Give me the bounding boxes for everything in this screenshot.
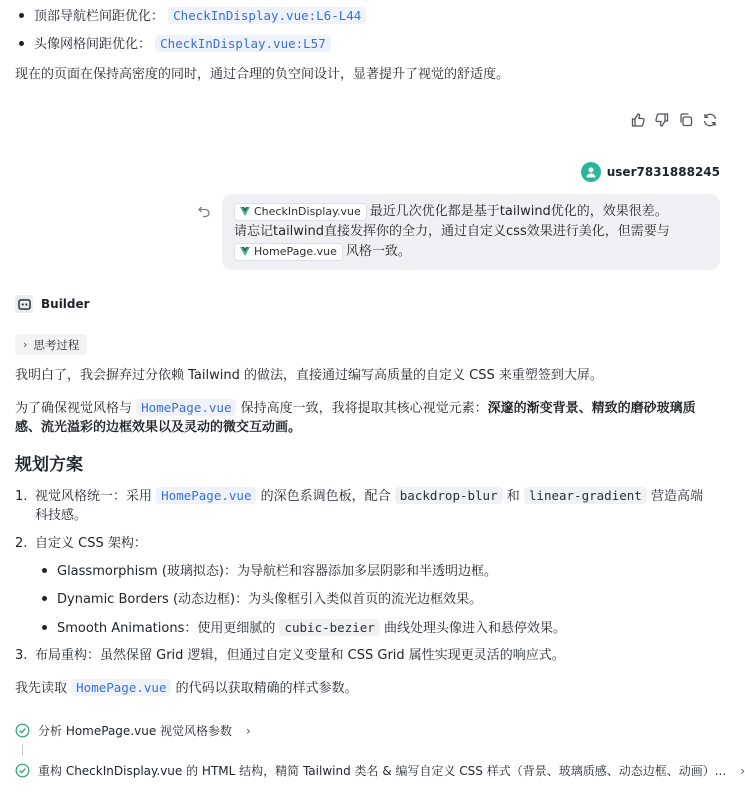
message-line: 请忘记tailwind直接发挥你的全力，通过自定义css效果进行美化，但需要与: [234, 224, 670, 239]
vue-logo-icon: [240, 247, 250, 256]
message-line: HomePage.vue 风格一致。: [234, 242, 708, 262]
bullet-icon: [42, 568, 47, 573]
paragraph: 为了确保视觉风格与 HomePage.vue 保持高度一致，我将提取其核心视觉元素：深邃的渐变背景、精致的磨砂玻璃质: [15, 400, 696, 416]
chevron-right-icon: ›: [246, 723, 251, 738]
inline-code: linear-gradient: [524, 487, 647, 504]
file-chip[interactable]: HomePage.vue: [234, 243, 343, 261]
task-item[interactable]: 分析 HomePage.vue 视觉风格参数 ›: [15, 722, 251, 739]
thumbs-up-icon[interactable]: [630, 112, 646, 128]
inline-code: backdrop-blur: [395, 487, 503, 504]
assistant-name: Builder: [41, 297, 90, 311]
username: user7831888245: [606, 165, 720, 179]
inline-code: cubic-bezier: [279, 619, 379, 636]
builder-icon: [15, 295, 33, 313]
assistant-header: [15, 295, 90, 313]
summary-text: 现在的页面在保持高密度的同时，通过合理的负空间设计，显著提升了视觉的舒适度。: [15, 67, 510, 82]
user-message-bubble: [222, 194, 720, 270]
file-chip[interactable]: CheckInDisplay.vue: [234, 203, 367, 221]
code-reference-link[interactable]: HomePage.vue: [136, 399, 236, 416]
section-heading: 规划方案: [15, 455, 83, 475]
user-header: [581, 162, 720, 182]
chevron-right-icon: ›: [23, 338, 28, 351]
undo-icon[interactable]: [197, 204, 211, 218]
message-line: CheckInDisplay.vue 最近几次优化都是基于tailwind优化的，效果很差。: [234, 202, 708, 222]
avatar: [581, 162, 601, 182]
code-reference-link[interactable]: CheckInDisplay.vue:L57: [155, 35, 331, 52]
check-circle-icon: [15, 763, 30, 778]
thinking-process-toggle[interactable]: › 思考过程: [15, 334, 87, 355]
paragraph-continuation: 感、流光溢彩的边框效果以及灵动的微交互动画。: [15, 420, 302, 435]
check-circle-icon: [15, 723, 30, 738]
plan-subitem: Smooth Animations：使用更细腻的 cubic-bezier 曲线处理头像进入和悬停效果。: [38, 618, 716, 639]
code-reference-link[interactable]: HomePage.vue: [71, 679, 171, 696]
thumbs-down-icon[interactable]: [654, 112, 670, 128]
refresh-icon[interactable]: [702, 112, 718, 128]
task-connector: [22, 744, 23, 756]
list-item: 顶部导航栏间距优化： CheckInDisplay.vue:L6-L44: [15, 6, 716, 27]
bullet-icon: [19, 13, 24, 18]
bullet-icon: [42, 625, 47, 630]
plan-item: 2. 自定义 CSS 架构：: [15, 536, 147, 551]
paragraph: 我先读取 HomePage.vue 的代码以获取精确的样式参数。: [15, 680, 358, 696]
plan-subitem: Glassmorphism (玻璃拟态)：为导航栏和容器添加多层阴影和半透明边框。: [38, 562, 716, 582]
plan-subitem: Dynamic Borders (动态边框)：为头像框引入类似首页的流光边框效果。: [38, 590, 716, 610]
plan-item-continuation: 科技感。: [35, 508, 88, 523]
list-item: 头像网格间距优化： CheckInDisplay.vue:L57: [15, 34, 716, 55]
plan-item: 1. 视觉风格统一：采用 HomePage.vue 的深色系调色板，配合 backdrop-blur 和 linear-gradient 营造高端: [15, 488, 703, 504]
task-item[interactable]: 重构 CheckInDisplay.vue 的 HTML 结构，精简 Tailwind 类名 & 编写自定义 CSS 样式（背景、玻璃质感、动态边框、动画）... ›: [15, 762, 745, 779]
code-reference-link[interactable]: CheckInDisplay.vue:L6-L44: [168, 7, 366, 24]
bullet-icon: [19, 41, 24, 46]
paragraph: 我明白了，我会摒弃过分依赖 Tailwind 的做法，直接通过编写高质量的自定义 CSS 来重塑签到大屏。: [15, 368, 603, 383]
chevron-right-icon: ›: [740, 763, 745, 778]
plan-item: 3. 布局重构：虽然保留 Grid 逻辑，但通过自定义变量和 CSS Grid 属性实现更灵活的响应式。: [15, 648, 565, 663]
vue-logo-icon: [240, 207, 250, 216]
bullet-icon: [42, 596, 47, 601]
copy-icon[interactable]: [678, 112, 694, 128]
code-reference-link[interactable]: HomePage.vue: [156, 487, 256, 504]
